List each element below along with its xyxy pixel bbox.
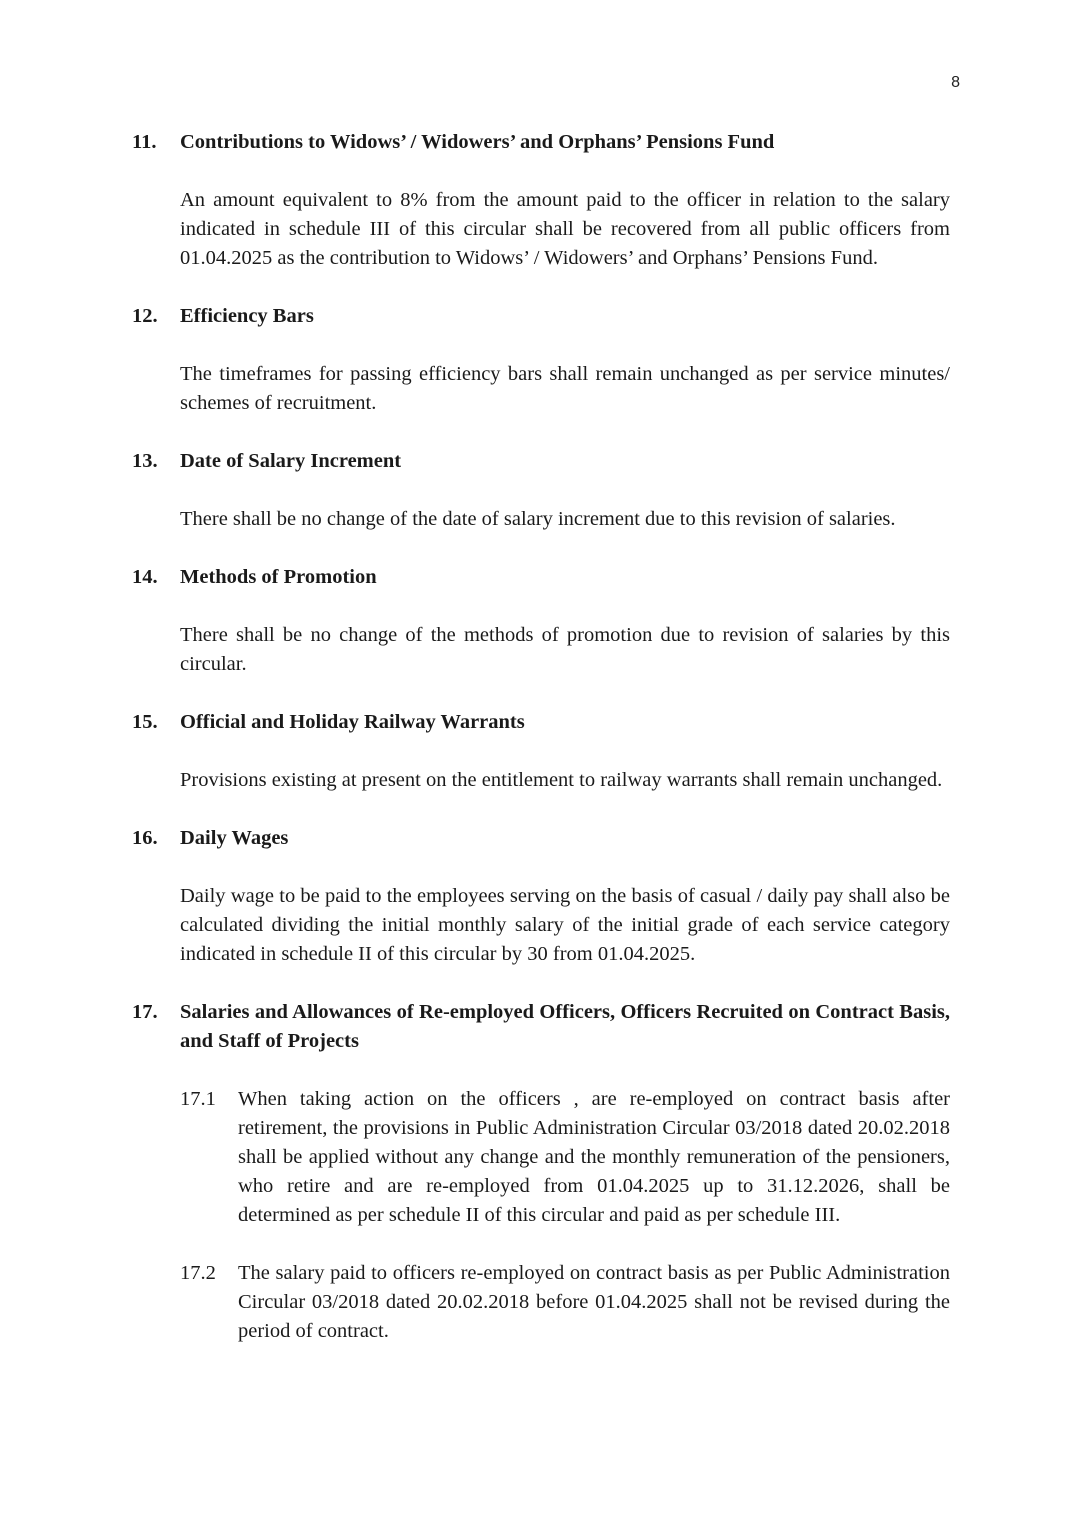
section-11 [132, 128, 950, 273]
section-number: 12. [132, 305, 158, 327]
section-paragraph: Provisions existing at present on the entitlement to railway warrants shall remain unchanged. [180, 769, 943, 791]
section-number: 15. [132, 711, 158, 733]
section-paragraph: There shall be no change of the date of salary increment due to this revision of salaries. [180, 508, 896, 530]
section-heading [132, 563, 950, 592]
section-14 [132, 563, 950, 679]
section-heading [132, 447, 950, 476]
section-title: Official and Holiday Railway Warrants [180, 711, 525, 733]
section-title: Date of Salary Increment [180, 450, 402, 472]
section-title: Methods of Promotion [180, 566, 377, 588]
section-paragraph: An amount equivalent to 8% from the amount paid to the officer in relation to the salary indicated in schedule III of this circular shall be recovered from all public officers from 01.04.2025 as the contribution to Widows’ / Widowers’ and Orphans’ Pensions Fund. [180, 189, 950, 269]
section-title: Contributions to Widows’ / Widowers’ and Orphans’ Pensions Fund [180, 131, 775, 153]
section-heading [132, 708, 950, 737]
section-title: Daily Wages [180, 827, 289, 849]
subsection-17-2 [180, 1259, 950, 1346]
section-heading [132, 128, 950, 157]
section-number: 13. [132, 450, 158, 472]
subsection-paragraph: The salary paid to officers re-employed on contract basis as per Public Administration Circular 03/2018 dated 20.02.2018 before 01.04.2025 shall not be revised during the period of contract. [238, 1262, 950, 1342]
section-number: 11. [132, 131, 157, 153]
document-body [132, 128, 950, 1346]
section-12 [132, 302, 950, 418]
section-number: 14. [132, 566, 158, 588]
section-paragraph: Daily wage to be paid to the employees serving on the basis of casual / daily pay shall also be calculated dividing the initial monthly salary of the initial grade of each service category indicated in schedule II of this circular by 30 from 01.04.2025. [180, 885, 950, 965]
page-number: 8 [951, 74, 960, 91]
section-paragraph: There shall be no change of the methods of promotion due to revision of salaries by this circular. [180, 624, 950, 675]
section-17 [132, 998, 950, 1346]
section-paragraph: The timeframes for passing efficiency bars shall remain unchanged as per service minutes/ schemes of recruitment. [180, 363, 950, 414]
section-heading [132, 998, 950, 1056]
section-number: 16. [132, 827, 158, 849]
subsection-paragraph: When taking action on the officers , are re-employed on contract basis after retirement, the provisions in Public Administration Circular 03/2018 dated 20.02.2018 shall be applied without any change and the monthly remuneration of the pensioners, who retire and are re-employed from 01.04.2025 up to 31.12.2026, shall be determined as per schedule II of this circular and paid as per schedule III. [238, 1088, 950, 1226]
subsection-number: 17.2 [180, 1262, 216, 1284]
section-title: Efficiency Bars [180, 305, 314, 327]
subsection-number: 17.1 [180, 1088, 216, 1110]
section-heading [132, 302, 950, 331]
subsection-17-1 [180, 1085, 950, 1230]
section-13 [132, 447, 950, 534]
section-number: 17. [132, 1001, 158, 1023]
section-title: Salaries and Allowances of Re-employed Officers, Officers Recruited on Contract Basis, and Staff of Projects [180, 1001, 950, 1052]
section-16 [132, 824, 950, 969]
section-15 [132, 708, 950, 795]
section-heading [132, 824, 950, 853]
